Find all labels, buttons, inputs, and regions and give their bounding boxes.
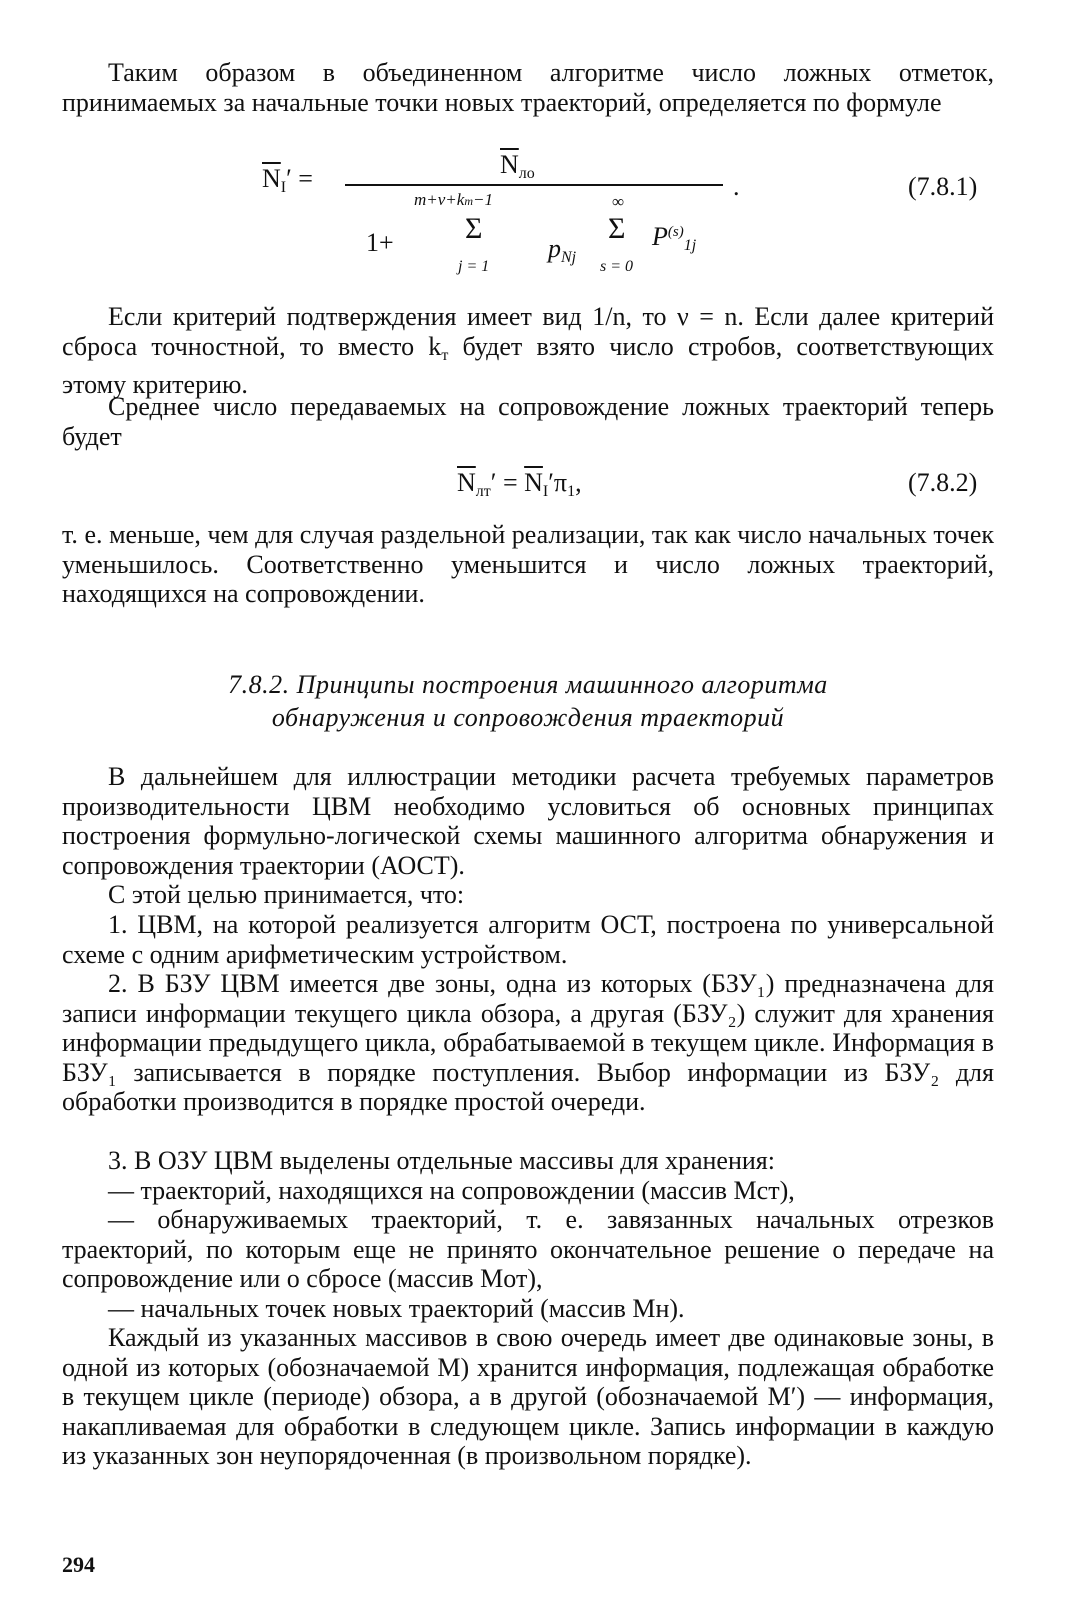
eq1-one-plus: 1+ bbox=[366, 228, 394, 257]
section-heading-line-1: 7.8.2. Принципы построения машинного алгоритма bbox=[228, 670, 828, 699]
paragraph-criteria: Если критерий подтверждения имеет вид 1/n, то ν = n. Если далее критерий сброса точностной, то вместо $k_т$ будет взято число стробов, соответствующих этому критерию. bbox=[62, 302, 994, 399]
page-number: 294 bbox=[62, 1552, 95, 1577]
eq1-lower-limit-2: s = 0 bbox=[600, 258, 634, 275]
eq1-sum-sign-1: Σ bbox=[465, 212, 483, 245]
paragraph-mean-number: Среднее число передаваемых на сопровождение ложных траекторий теперь будет bbox=[62, 392, 994, 451]
eq1-number: (7.8.1) bbox=[908, 172, 978, 201]
eq1-numerator: $\overline{N}_{ло}$ bbox=[500, 150, 535, 182]
paragraph-assumptions: С этой целью принимается, что: bbox=[108, 880, 465, 909]
list-item-1: 1. ЦВМ, на которой реализуется алгоритм ОСТ, построена по универсальной схеме с одним арифметическим устройством. bbox=[62, 910, 994, 969]
list-item-2: 2. В БЗУ ЦВМ имеется две зоны, одна из которых (БЗУ₁) предназначена для записи информации текущего цикла обзора, а другая (БЗУ₂) служит для хранения информации предыдущего цикла, обрабатываемой в текущем цикле. Информация в БЗУ₁ записывается в порядке поступления. Выбор информации из БЗУ₂ для обработки производится в порядке простой очереди. bbox=[62, 969, 994, 1116]
eq2-body: $\overline{N}_{лт}' = \overline{N}_I'\pi_1$, bbox=[457, 468, 582, 500]
paragraph-intro: Таким образом в объединенном алгоритме число ложных отметок, принимаемых за начальные точки новых траекторий, определяется по формуле bbox=[62, 58, 994, 117]
section-heading bbox=[62, 668, 994, 734]
eq1-period: . bbox=[733, 172, 740, 201]
eq1-fraction-bar bbox=[345, 184, 723, 186]
paragraph-principles: В дальнейшем для иллюстрации методики расчета требуемых параметров производительности ЦВМ необходимо условиться об основных принципах построения формульно-логической схемы машинного алгоритма обнаружения и сопровождения траектории (АОСТ). bbox=[62, 762, 994, 880]
section-heading-line-2: обнаружения и сопровождения траекторий bbox=[271, 703, 785, 732]
array-item-tracks: — траекторий, находящихся на сопровождении (массив Mст), bbox=[108, 1176, 795, 1205]
eq1-lhs: $\overline{N}_I'$ = bbox=[262, 164, 313, 196]
eq2-number: (7.8.2) bbox=[908, 468, 978, 497]
eq1-lower-limit-1: j = 1 bbox=[458, 258, 490, 275]
array-item-detected: — обнаруживаемых траекторий, т. е. завязанных начальных отрезков траекторий, по которым еще не принято окончательное решение о передаче на сопровождение или о сбросе (массив Mот), bbox=[62, 1205, 994, 1293]
eq1-upper-limit-2: ∞ bbox=[612, 192, 625, 211]
eq1-upper-limit-1: m+ν+kт−1 bbox=[414, 190, 493, 209]
paragraph-zones: Каждый из указанных массивов в свою очередь имеет две одинаковые зоны, в одной из которых (обозначаемой M) хранится информация, подлежащая обработке в текущем цикле (периоде) обзора, а в другой (обозначаемой M′) — информация, накапливаемая для обработки в следующем цикле. Запись информации в каждую из указанных зон неупорядоченная (в произвольном порядке). bbox=[62, 1323, 994, 1470]
list-item-3: 3. В ОЗУ ЦВМ выделены отдельные массивы для хранения: bbox=[108, 1146, 775, 1175]
eq1-p-ij: $P^{(s)}_{1j}$ bbox=[652, 222, 697, 254]
eq1-p-nj: $p_{Nj}$ bbox=[548, 234, 577, 266]
paragraph-fewer-points: т. е. меньше, чем для случая раздельной реализации, так как число начальных точек уменьшилось. Соответственно уменьшится и число ложных траекторий, находящихся на сопровождении. bbox=[62, 520, 994, 608]
eq1-sum-sign-2: Σ bbox=[608, 212, 626, 245]
array-item-initial-points: — начальных точек новых траекторий (массив Mн). bbox=[108, 1294, 685, 1323]
